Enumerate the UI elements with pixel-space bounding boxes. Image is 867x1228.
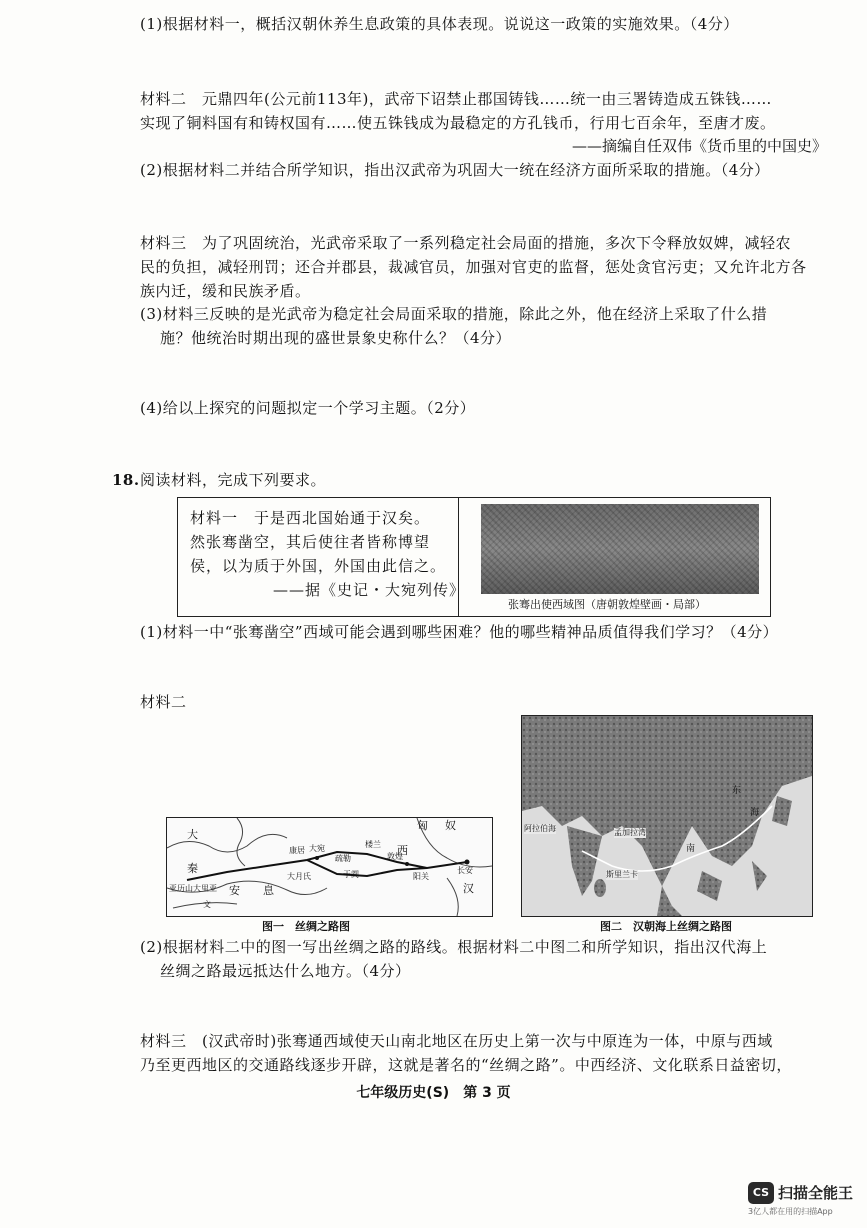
map1-label-yutian: 于阗 [343, 870, 359, 879]
dunhuang-mural-image [481, 504, 759, 594]
q18-prompt: 阅读材料，完成下列要求。 [140, 471, 327, 489]
photo-caption: 张骞出使西域图（唐朝敦煌壁画・局部） [508, 598, 706, 611]
map1-label-dayuan: 大宛 [309, 844, 325, 853]
scanner-watermark [748, 1180, 858, 1220]
q18-material1-line2: 然张骞凿空，其后使往者皆称博望 [190, 533, 431, 551]
map1-label-wen: 文 [203, 900, 211, 909]
silk-road-map [166, 817, 493, 917]
q17-material3-line1: 材料三 为了巩固统治，光武帝采取了一系列稳定社会局面的措施，多次下令释放奴婢，减轻农 [140, 234, 792, 252]
q18-material3-line2: 乃至更西地区的交通路线逐步开辟，这就是著名的“丝绸之路”。中西经济、文化联系日益密切， [140, 1056, 792, 1074]
q18-material3-line1: 材料三 (汉武帝时)张骞通西域使天山南北地区在历史上第一次与中原连为一体，中原与西域 [140, 1032, 773, 1050]
q18-sub2-line2: 丝绸之路最远抵达什么地方。（4分） [160, 962, 411, 980]
map1-label-anxi1: 安 [229, 884, 240, 897]
q18-material1-source: ——据《史记・大宛列传》 [273, 581, 466, 599]
q18-material1-line1: 材料一 于是西北国始通于汉矣。 [190, 509, 431, 527]
q17-sub3-line2: 施？他统治时期出现的盛世景象史称什么？（4分） [160, 329, 512, 347]
map2-label-dong: 东 [732, 786, 742, 796]
map1-label-loulan: 楼兰 [365, 840, 381, 849]
camscanner-logo-icon: CS [748, 1182, 774, 1204]
map1-caption: 图一 丝绸之路图 [262, 920, 350, 933]
map1-label-han: 汉 [463, 882, 474, 895]
q18-material1-line3: 侯，以为质于外国，外国由此信之。 [190, 557, 447, 575]
q17-sub2: (2)根据材料二并结合所学知识，指出汉武帝为巩固大一统在经济方面所采取的措施。（4分） [140, 161, 770, 179]
q18-material2-label: 材料二 [140, 693, 187, 711]
q17-material2-line1: 材料二 元鼎四年(公元前113年)，武帝下诏禁止郡国铸钱……统一由三署铸造成五铢钱…… [140, 90, 772, 108]
map1-label-anxi2: 息 [263, 884, 274, 897]
map1-label-dayuezhi: 大月氏 [287, 872, 311, 881]
map2-label-hai: 海 [750, 808, 760, 818]
q18-material1-box [177, 497, 771, 617]
map2-label-bengal: 孟加拉湾 [614, 828, 646, 837]
map1-label-kangju: 康居 [289, 846, 305, 855]
map1-label-xiongnu2: 奴 [445, 819, 456, 832]
watermark-name: 扫描全能王 [778, 1184, 854, 1202]
map2-label-nan: 南 [686, 844, 696, 854]
map1-label-dunhuang: 敦煌 [387, 852, 403, 861]
map1-label-xiyu: 西 [397, 844, 408, 857]
page-footer: 七年级历史(S) 第 3 页 [356, 1085, 511, 1101]
maritime-map-shapes [522, 716, 812, 916]
map2-label-srilanka: 斯里兰卡 [606, 870, 638, 879]
q18-sub2-line1: (2)根据材料二中的图一写出丝绸之路的路线。根据材料二中图二和所学知识，指出汉代海上 [140, 938, 768, 956]
q17-sub4: (4)给以上探究的问题拟定一个学习主题。（2分） [140, 399, 476, 417]
q17-material3-line2: 民的负担，减轻刑罚；还合并郡县，裁减官员，加强对官吏的监督，惩处贪官污吏；又允许北方各 [140, 258, 807, 276]
map1-label-qin: 秦 [187, 862, 198, 875]
maritime-silk-road-map [521, 715, 813, 917]
map1-label-da: 大 [187, 828, 198, 841]
q17-sub1: (1)根据材料一，概括汉朝休养生息政策的具体表现。说说这一政策的实施效果。（4分） [140, 15, 739, 33]
silk-road-map-lines [167, 818, 492, 916]
q17-sub3-line1: (3)材料三反映的是光武帝为稳定社会局面采取的措施，除此之外，他在经济上采取了什么措 [140, 305, 768, 323]
q17-material3-line3: 族内迁，缓和民族矛盾。 [140, 282, 311, 300]
q18-sub1: (1)材料一中“张骞凿空”西域可能会遇到哪些困难？他的哪些精神品质值得我们学习？（4分） [140, 623, 779, 641]
map2-label-arabian: 阿拉伯海 [524, 824, 556, 833]
map1-label-shule: 疏勒 [335, 854, 351, 863]
q18-number: 18. [112, 471, 140, 489]
map1-label-alexandria: 亚历山大里亚 [169, 884, 217, 893]
box-divider [458, 498, 459, 616]
map1-label-yangguan: 阳关 [413, 872, 429, 881]
map1-label-xiongnu1: 匈 [417, 819, 428, 832]
watermark-subtitle: 3亿人都在用的扫描App [748, 1207, 833, 1216]
q17-material2-source: ——摘编自任双伟《货币里的中国史》 [572, 137, 828, 155]
q17-material2-line2: 实现了铜料国有和铸权国有……使五铢钱成为最稳定的方孔钱币，行用七百余年，至唐才废。 [140, 114, 776, 132]
map1-label-changan: 长安 [457, 866, 473, 875]
map2-caption: 图二 汉朝海上丝绸之路图 [600, 920, 732, 933]
